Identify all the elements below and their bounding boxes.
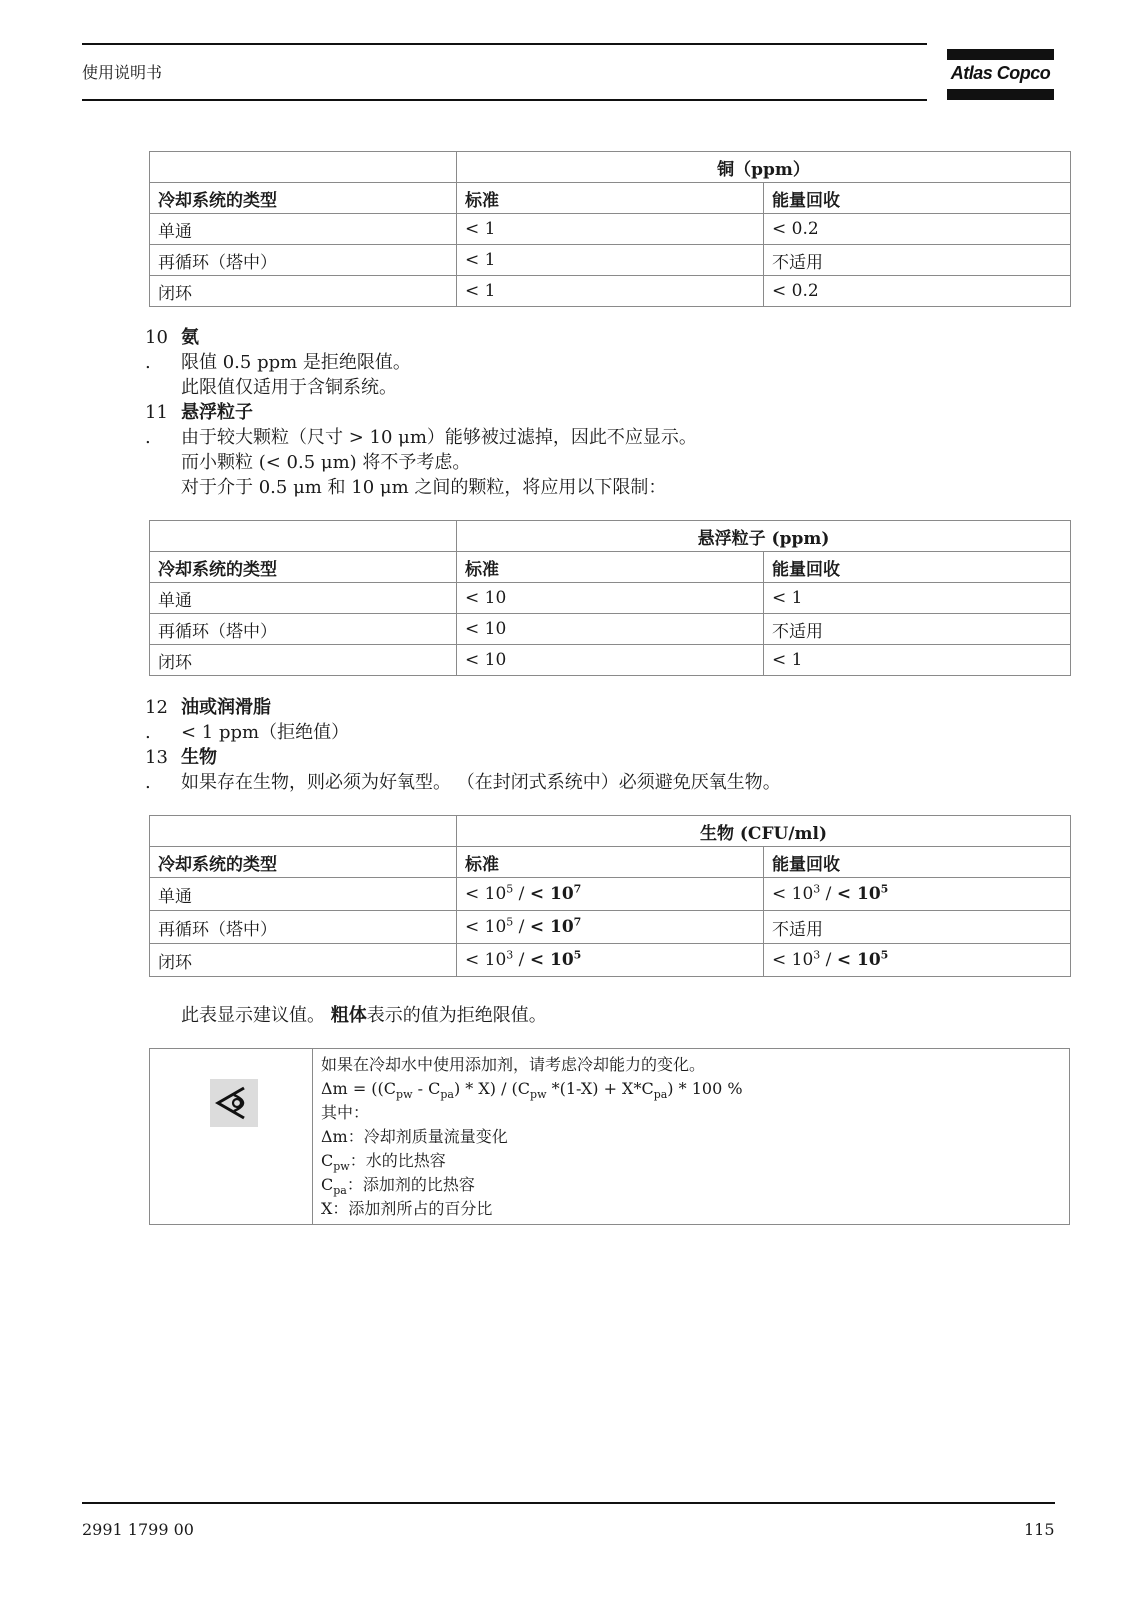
table-cell: < 0.2 bbox=[764, 214, 1071, 245]
bio-table bbox=[149, 815, 1071, 977]
column-header: 冷却系统的类型 bbox=[150, 552, 457, 583]
table-cell: 不适用 bbox=[764, 614, 1071, 645]
column-header: 能量回收 bbox=[764, 552, 1071, 583]
atlas-copco-logo bbox=[947, 49, 1054, 100]
table-header-row bbox=[150, 552, 1071, 583]
table-row bbox=[150, 878, 1071, 911]
particles-table bbox=[149, 520, 1071, 676]
table-cell: < 1 bbox=[457, 245, 764, 276]
note-formula: $\Delta m = ((C_{pw} - C_{pa}) * X) / (C_{pw}$ $*(1-X) + X*C_{pa}) * 100$ % bbox=[321, 1079, 743, 1102]
note-divider bbox=[312, 1049, 313, 1224]
column-header: 冷却系统的类型 bbox=[150, 847, 457, 878]
section-number: 10 bbox=[145, 327, 168, 348]
table-note: 此表显示建议值。 粗体表示的值为拒绝限值。 bbox=[181, 1005, 547, 1026]
table-cell: 单通 bbox=[150, 583, 457, 614]
table-row bbox=[150, 583, 1071, 614]
note-line: X：添加剂所占的百分比 bbox=[321, 1199, 493, 1218]
logo-wordmark: Atlas Copco bbox=[950, 63, 1051, 83]
table-row bbox=[150, 911, 1071, 944]
table-cell: < $10^5$ / < $10^7$ bbox=[457, 878, 764, 911]
table-header-row bbox=[150, 183, 1071, 214]
section-title: 生物 bbox=[181, 747, 217, 768]
table-row bbox=[150, 521, 1071, 552]
document-title: 使用说明书 bbox=[82, 63, 163, 82]
table-cell: 闭环 bbox=[150, 645, 457, 676]
table-row bbox=[150, 645, 1071, 676]
table-cell: < $10^5$ / < $10^7$ bbox=[457, 911, 764, 944]
note-line: $C_{pw}$：水的比热容 bbox=[321, 1151, 446, 1174]
section-number: 11 bbox=[145, 402, 168, 423]
table-row bbox=[150, 614, 1071, 645]
section-13-line: . 如果存在生物，则必须为好氧型。 （在封闭式系统中）必须避免厌氧生物。 bbox=[145, 772, 781, 793]
header-top-rule bbox=[82, 43, 927, 45]
table-cell: < $10^3$ / < $10^5$ bbox=[764, 878, 1071, 911]
table-cell: 再循环（塔中） bbox=[150, 245, 457, 276]
column-header: 标准 bbox=[457, 847, 764, 878]
table-cell: 闭环 bbox=[150, 944, 457, 977]
section-10-line: 此限值仅适用于含铜系统。 bbox=[181, 377, 397, 398]
table-cell: < 0.2 bbox=[764, 276, 1071, 307]
section-title: 油或润滑脂 bbox=[181, 697, 271, 718]
page-number: 115 bbox=[1024, 1520, 1055, 1539]
table-cell: < 10 bbox=[457, 614, 764, 645]
table-cell: 不适用 bbox=[764, 245, 1071, 276]
column-header: 标准 bbox=[457, 183, 764, 214]
table-cell: 不适用 bbox=[764, 911, 1071, 944]
column-header: 冷却系统的类型 bbox=[150, 183, 457, 214]
table-cell: < 10 bbox=[457, 645, 764, 676]
note-line: 其中： bbox=[321, 1103, 370, 1122]
note-text bbox=[321, 1053, 743, 1221]
table-cell: 单通 bbox=[150, 878, 457, 911]
table-cell: 单通 bbox=[150, 214, 457, 245]
copper-group-header: 铜（ppm） bbox=[457, 152, 1071, 183]
section-12-line: . < 1 ppm（拒绝值） bbox=[145, 722, 350, 743]
column-header: 能量回收 bbox=[764, 183, 1071, 214]
section-13-heading bbox=[145, 745, 217, 770]
section-11-heading bbox=[145, 400, 253, 425]
column-header: 标准 bbox=[457, 552, 764, 583]
table-cell: < 10 bbox=[457, 583, 764, 614]
table-cell: < 1 bbox=[764, 583, 1071, 614]
section-11-line: 对于介于 0.5 μm 和 10 μm 之间的颗粒，将应用以下限制： bbox=[181, 477, 667, 498]
table-cell: < $10^3$ / < $10^5$ bbox=[457, 944, 764, 977]
section-10-heading bbox=[145, 325, 199, 350]
table-cell: < 1 bbox=[457, 214, 764, 245]
section-number: 13 bbox=[145, 747, 168, 768]
table-cell: 再循环（塔中） bbox=[150, 614, 457, 645]
section-title: 悬浮粒子 bbox=[181, 402, 253, 423]
table-row bbox=[150, 152, 1071, 183]
eye-attention-icon bbox=[210, 1079, 258, 1127]
document-number: 2991 1799 00 bbox=[82, 1520, 194, 1539]
table-header-row bbox=[150, 847, 1071, 878]
header-bottom-rule bbox=[82, 99, 927, 101]
table-row bbox=[150, 214, 1071, 245]
table-cell: < $10^3$ / < $10^5$ bbox=[764, 944, 1071, 977]
particles-group-header: 悬浮粒子 (ppm) bbox=[457, 521, 1071, 552]
table-row bbox=[150, 816, 1071, 847]
note-line: 如果在冷却水中使用添加剂，请考虑冷却能力的变化。 bbox=[321, 1055, 706, 1074]
footer-rule bbox=[82, 1502, 1055, 1504]
column-header: 能量回收 bbox=[764, 847, 1071, 878]
table-row bbox=[150, 276, 1071, 307]
section-12-heading bbox=[145, 695, 271, 720]
table-cell: 再循环（塔中） bbox=[150, 911, 457, 944]
section-10-line: . 限值 0.5 ppm 是拒绝限值。 bbox=[145, 352, 411, 373]
section-title: 氨 bbox=[181, 327, 199, 348]
section-11-line: . 由于较大颗粒（尺寸 > 10 μm）能够被过滤掉，因此不应显示。 bbox=[145, 427, 697, 448]
note-box bbox=[149, 1048, 1070, 1225]
section-11-line: 而小颗粒 (< 0.5 μm) 将不予考虑。 bbox=[181, 452, 471, 473]
table-cell: < 1 bbox=[457, 276, 764, 307]
bio-group-header: 生物 (CFU/ml) bbox=[457, 816, 1071, 847]
note-line: $C_{pa}$：添加剂的比热容 bbox=[321, 1175, 475, 1198]
table-row bbox=[150, 245, 1071, 276]
table-cell: 闭环 bbox=[150, 276, 457, 307]
table-row bbox=[150, 944, 1071, 977]
copper-table bbox=[149, 151, 1071, 307]
section-number: 12 bbox=[145, 697, 168, 718]
table-cell: < 1 bbox=[764, 645, 1071, 676]
note-line: Δm：冷却剂质量流量变化 bbox=[321, 1127, 508, 1146]
